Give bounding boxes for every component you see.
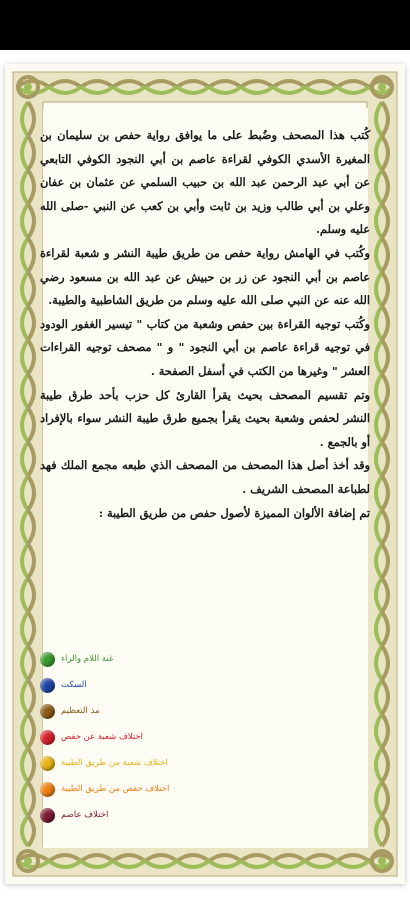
legend-label: السكت: [61, 680, 87, 690]
color-dot-icon: [40, 782, 55, 797]
legend-label: اختلاف شعبة من طريق الطيبة: [61, 758, 168, 768]
paragraph-riwaya: كُتب هذا المصحف وضُبط على ما يوافق رواية حفص بن سليمان بن المغيرة الأسدي الكوفي لقراءة عاصم بن أبي النجود الكوفي التابعي عن أبي عبد الرحمن عبد الله بن حبيب السلمي عن عثمان بن عفان وعلي بن أبي طالب وزيد بن ثابت وأبي بن كعب عن النبي -صلى الله عليه وسلم.: [40, 128, 370, 237]
legend-item: [40, 750, 370, 776]
paragraph-division: وتم تقسيم المصحف بحيث يقرأ القارئ كل حزب بأحد طرق طيبة النشر لحفص وشعبة بحيث يقرأ بجميع طرق طيبة النشر سواء بالإفراد أو بالجمع .: [40, 387, 370, 449]
legend-label: اختلاف شعبة عن حفص: [61, 732, 144, 742]
legend-item: [40, 672, 370, 698]
legend-item: [40, 646, 370, 672]
introduction-text: [40, 124, 370, 525]
legend-label: اختلاف حفص من طريق الطيبة: [61, 784, 170, 794]
status-bar: [0, 0, 410, 50]
legend-label: اختلاف عاصم: [61, 810, 109, 820]
paragraph-margin: وكُتب في الهامش رواية حفص من طريق طيبة النشر و شعبة لقراءة عاصم بن أبي النجود عن زر بن حبيش عن عبد الله بن مسعود رضي الله عنه عن النبي صلى الله عليه وسلم من طريق الشاطبية والطيبة.: [40, 245, 370, 308]
legend-item: [40, 724, 370, 750]
legend-item: [40, 698, 370, 724]
legend-label: مد التعظيم: [61, 706, 100, 716]
legend-label: غنة اللام والراء: [61, 654, 114, 664]
color-dot-icon: [40, 704, 55, 719]
color-dot-icon: [40, 808, 55, 823]
paragraph-tawjih: وكُتب توجيه القراءة بين حفص وشعبة من كتاب " تيسير الغفور الودود في توجيه قراءة عاصم بن أبي النجود " و " مصحف توجيه القراءات العشر " وغيرها من الكتب في أسفل الصفحة .: [40, 316, 370, 378]
paragraph-colors-heading: تم إضافة الألوان المميزة لأصول حفص من طريق الطيبة :: [98, 505, 370, 520]
legend-item: [40, 776, 370, 802]
color-dot-icon: [40, 756, 55, 771]
color-legend: [40, 646, 370, 828]
color-dot-icon: [40, 678, 55, 693]
legend-item: [40, 802, 370, 828]
color-dot-icon: [40, 730, 55, 745]
paragraph-source: وقد أخذ أصل هذا المصحف من المصحف الذي طبعه مجمع الملك فهد لطباعة المصحف الشريف .: [40, 458, 370, 496]
color-dot-icon: [40, 652, 55, 667]
